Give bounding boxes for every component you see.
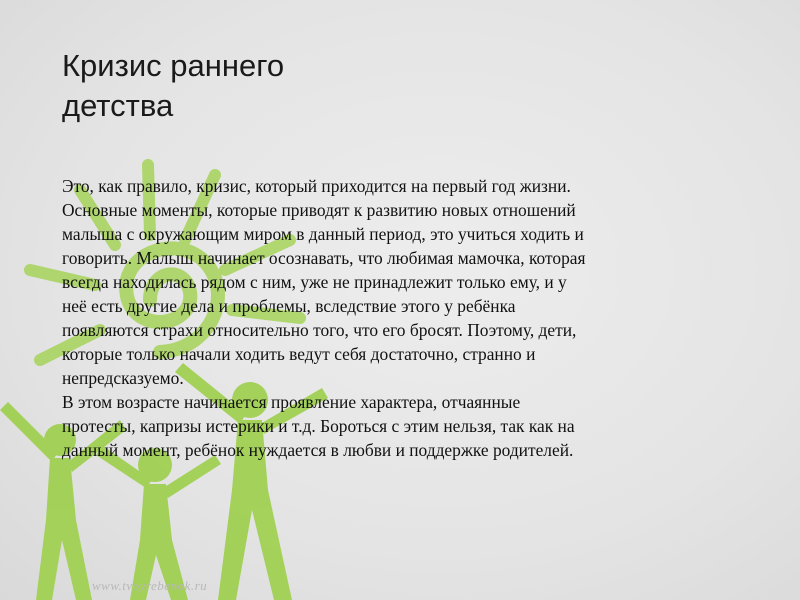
slide-title-line2: детства	[62, 88, 174, 123]
slide-title	[62, 46, 382, 126]
body-paragraph-1: Это, как правило, кризис, который приходится на первый год жизни. Основные моменты, которые приводят к развитию новых отношений малыша с окружающим миром в данный период, это учиться ходить и говорить. Малыш начинает осознавать, что любимая мамочка, которая всегда находилась рядом с ним, уже не принадлежит только ему, и у неё есть другие дела и проблемы, вследствие этого у ребёнка появляются страхи относительно того, что его бросят. Поэтому, дети, которые только начали ходить ведут себя достаточно, странно и непредсказуемо.	[62, 176, 586, 388]
slide-body-text	[62, 174, 712, 462]
body-paragraph-2: В этом возрасте начинается проявление характера, отчаянные протесты, капризы истерики и т.д. Бороться с этим нельзя, так как на данный момент, ребёнок нуждается в любви и поддержке родителей.	[62, 392, 575, 460]
slide-title-line1: Кризис раннего	[62, 48, 285, 83]
watermark-url: www.tvoyrebenok.ru	[92, 578, 208, 593]
